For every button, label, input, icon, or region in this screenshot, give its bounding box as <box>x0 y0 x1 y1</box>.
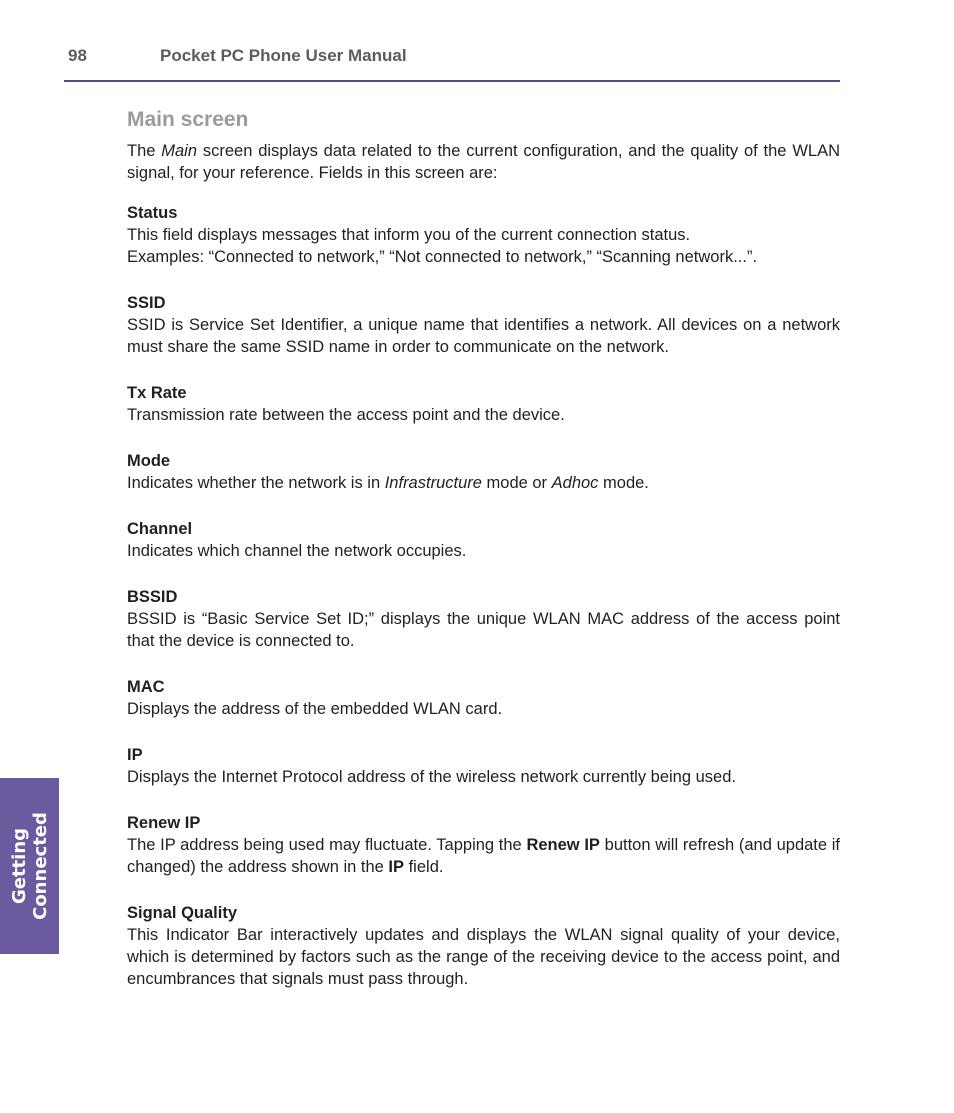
field-title: Tx Rate <box>127 384 187 402</box>
mode-text-1: Indicates whether the network is in <box>127 474 385 492</box>
field-signal-quality <box>127 902 840 990</box>
field-description: This Indicator Bar interactively updates and displays the WLAN signal quality of your device, which is determined by factors such as the range of the receiving device to the access point, and encumbrances that signals must pass through. <box>127 926 840 988</box>
chapter-tab-label <box>9 812 51 920</box>
manual-title: Pocket PC Phone User Manual <box>160 46 407 65</box>
field-description: Displays the Internet Protocol address of the wireless network currently being used. <box>127 768 736 786</box>
intro-main-italic: Main <box>161 142 198 160</box>
chapter-tab-line-1: Getting <box>8 827 30 905</box>
chapter-tab-line-2: Connected <box>29 812 51 920</box>
ip-bold: IP <box>388 858 405 876</box>
page-header <box>64 44 840 82</box>
field-title: Renew IP <box>127 814 201 832</box>
mode-text-3: mode. <box>598 474 649 492</box>
field-description: Transmission rate between the access point and the device. <box>127 406 565 424</box>
mode-adhoc-italic: Adhoc <box>551 474 599 492</box>
field-status <box>127 202 840 268</box>
chapter-side-tab <box>0 778 59 954</box>
renew-text-3: field. <box>404 858 444 876</box>
intro-text-1: The <box>127 142 162 160</box>
field-ip <box>127 744 840 788</box>
page-number: 98 <box>68 46 87 65</box>
field-mac <box>127 676 840 720</box>
mode-text-2: mode or <box>481 474 552 492</box>
field-title: SSID <box>127 294 166 312</box>
main-content <box>127 106 840 1014</box>
field-description: Displays the address of the embedded WLAN card. <box>127 700 503 718</box>
field-title: Channel <box>127 520 193 538</box>
field-channel <box>127 518 840 562</box>
field-description <box>127 472 840 494</box>
field-description: This field displays messages that inform you of the current connection status. <box>127 226 691 244</box>
field-title: MAC <box>127 678 165 696</box>
field-title: IP <box>127 746 143 764</box>
field-description: BSSID is “Basic Service Set ID;” displays the unique WLAN MAC address of the access point that the device is connected to. <box>127 610 840 650</box>
field-title: Status <box>127 204 178 222</box>
field-bssid <box>127 586 840 652</box>
field-description-examples: Examples: “Connected to network,” “Not connected to network,” “Scanning network...”. <box>127 248 758 266</box>
field-tx-rate <box>127 382 840 426</box>
mode-infrastructure-italic: Infrastructure <box>384 474 482 492</box>
intro-paragraph <box>127 140 840 184</box>
intro-text-2: screen displays data related to the current configuration, and the quality of the WLAN signal, for your reference. Fields in this screen are: <box>127 142 840 182</box>
field-mode <box>127 450 840 494</box>
field-ssid <box>127 292 840 358</box>
renew-ip-bold: Renew IP <box>526 836 600 854</box>
field-description: Indicates which channel the network occupies. <box>127 542 467 560</box>
field-title: Mode <box>127 452 171 470</box>
renew-text-2: button will refresh (and update if changed) the address shown in the <box>127 836 841 876</box>
field-renew-ip <box>127 812 840 878</box>
field-description <box>127 834 840 878</box>
section-title: Main screen <box>127 108 249 131</box>
renew-text-1: The IP address being used may fluctuate. Tapping the <box>127 836 527 854</box>
field-title: BSSID <box>127 588 178 606</box>
field-description: SSID is Service Set Identifier, a unique name that identifies a network. All devices on a network must share the same SSID name in order to communicate on the network. <box>127 316 840 356</box>
field-title: Signal Quality <box>127 904 238 922</box>
